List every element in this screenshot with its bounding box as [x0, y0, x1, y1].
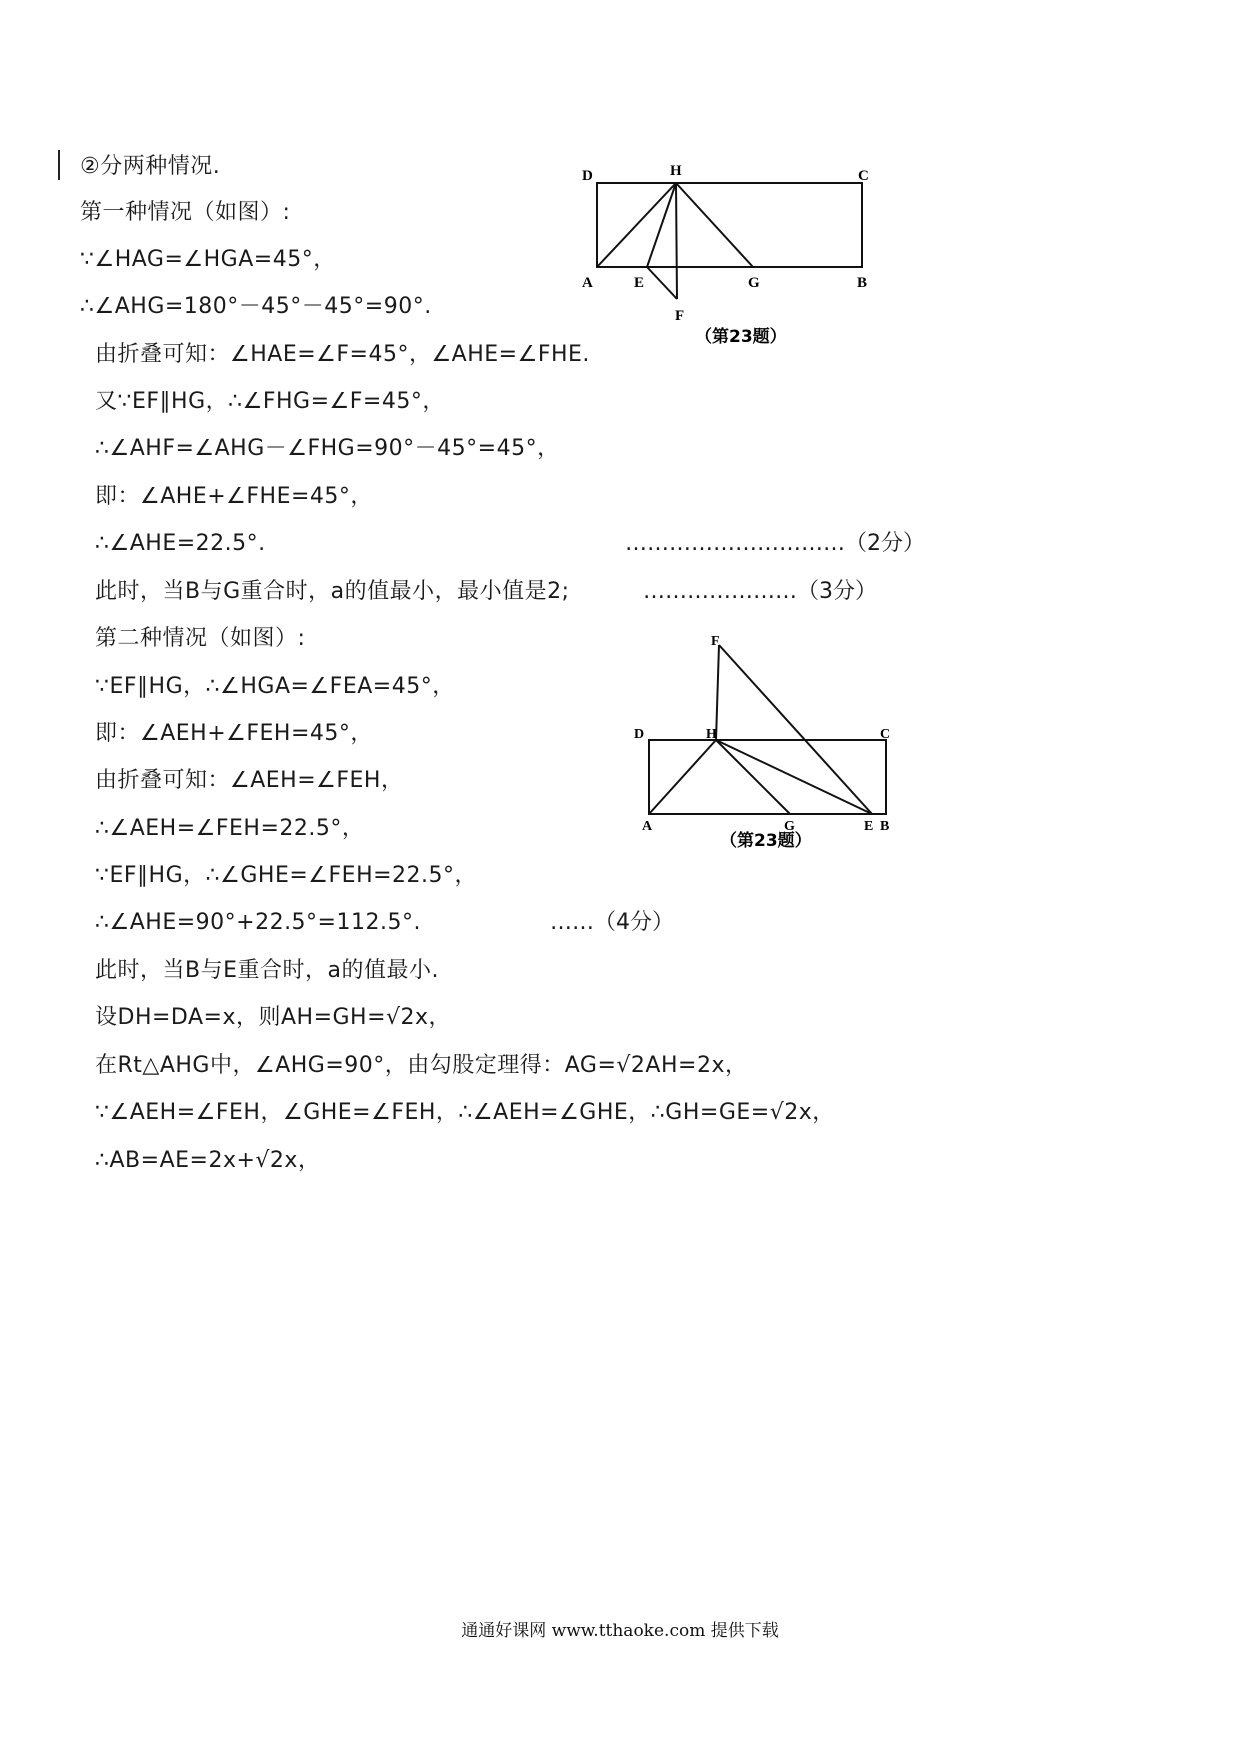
fig1-label-b: B [857, 275, 868, 291]
text-line-10: 此时，当B与G重合时，a的值最小，最小值是2; [95, 579, 570, 604]
fig2-label-c: C [880, 727, 891, 742]
text-line-13: 即：∠AEH+∠FEH=45°， [95, 721, 373, 746]
fig1-caption: （第23题） [695, 327, 787, 347]
fig2-label-f: F [711, 634, 720, 649]
text-line-12: ∵EF∥HG，∴∠HGA=∠FEA=45°， [95, 674, 455, 699]
text-line-5: 由折叠可知：∠HAE=∠F=45°，∠AHE=∠FHE. [95, 342, 590, 367]
text-line-3: ∵∠HAG=∠HGA=45°， [80, 247, 336, 272]
text-line-18: 此时，当B与E重合时，a的值最小. [95, 958, 439, 983]
fig1-label-d: D [582, 168, 593, 184]
text-line-14: 由折叠可知：∠AEH=∠FEH， [95, 768, 404, 793]
text-line-2: 第一种情况（如图）: [80, 200, 291, 225]
fig1-label-f: F [675, 308, 685, 324]
text-line-20: 在Rt△AHG中，∠AHG=90°，由勾股定理得：AG=√2AH=2x， [95, 1053, 748, 1078]
text-line-21: ∵∠AEH=∠FEH，∠GHE=∠FEH，∴∠AEH=∠GHE，∴GH=GE=√2x， [95, 1100, 835, 1125]
fig1-label-a: A [582, 275, 593, 291]
text-line-4: ∴∠AHG=180°－45°－45°=90°. [80, 294, 432, 319]
fig1-label-h: H [670, 163, 682, 179]
fig2-label-a: A [642, 819, 653, 834]
fig1-label-e: E [634, 275, 645, 291]
text-line-6: 又∵EF∥HG，∴∠FHG=∠F=45°， [95, 389, 445, 414]
fig1-label-g: G [748, 275, 760, 291]
fig2-label-h: H [706, 727, 717, 742]
text-line-11: 第二种情况（如图）: [95, 626, 306, 651]
margin-bar [58, 150, 60, 180]
score-mark-3: …………………（3分） [643, 579, 877, 604]
text-line-17: ∴∠AHE=90°+22.5°=112.5°. [95, 910, 421, 935]
fig1-label-c: C [858, 168, 869, 184]
figure-1-diagram [570, 155, 910, 355]
text-line-22: ∴AB=AE=2x+√2x， [95, 1148, 321, 1173]
text-line-7: ∴∠AHF=∠AHG－∠FHG=90°－45°=45°， [95, 436, 560, 461]
score-mark-4: ……（4分） [550, 910, 674, 935]
text-line-8: 即：∠AHE+∠FHE=45°， [95, 484, 373, 509]
fig2-label-e: E [864, 819, 874, 834]
page-footer: 通通好课网 www.tthaoke.com 提供下载 [461, 1621, 779, 1641]
score-mark-2: …………………………（2分） [625, 531, 925, 556]
text-line-1: ②分两种情况. [80, 154, 221, 179]
text-line-16: ∵EF∥HG，∴∠GHE=∠FEH=22.5°， [95, 863, 478, 888]
text-line-19: 设DH=DA=x，则AH=GH=√2x， [95, 1005, 452, 1030]
fig2-caption: （第23题） [720, 831, 812, 850]
text-line-15: ∴∠AEH=∠FEH=22.5°， [95, 816, 365, 841]
fig2-label-d: D [634, 727, 645, 742]
fig2-label-g: G [784, 819, 795, 834]
figure-2-diagram [630, 630, 910, 850]
fig2-label-b: B [880, 819, 890, 834]
text-line-9: ∴∠AHE=22.5°. [95, 531, 266, 556]
